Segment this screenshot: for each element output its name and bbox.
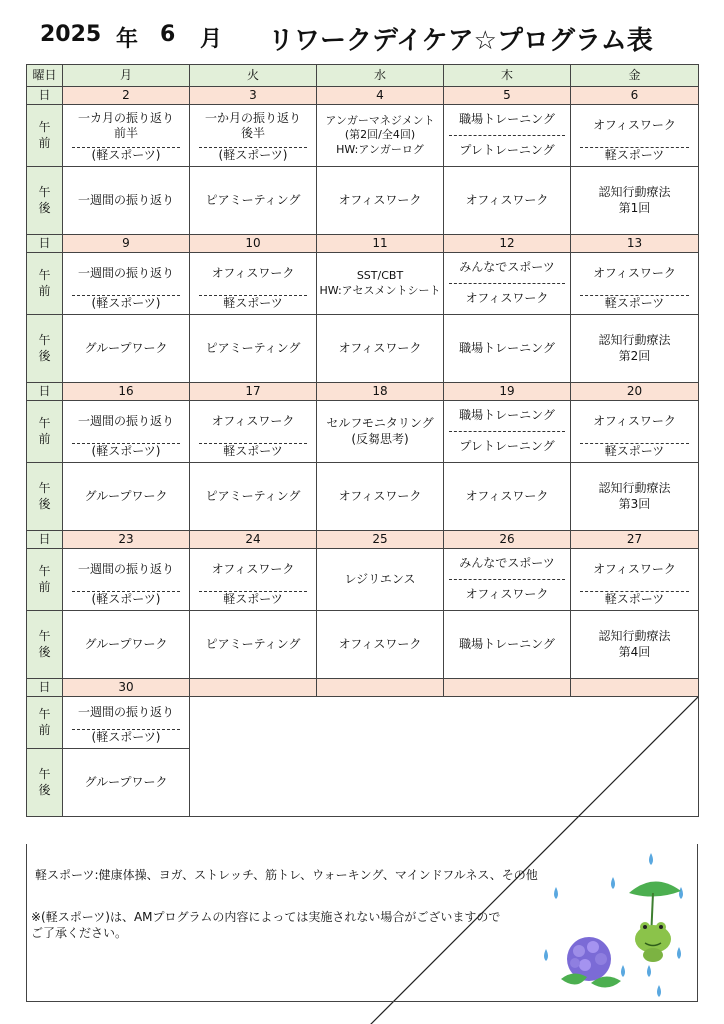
program-name: レジリエンス — [344, 571, 416, 586]
date-fri: 20 — [571, 383, 699, 401]
am-label-label: 午前 — [38, 415, 51, 446]
light-sports-label: 軽スポーツ — [604, 296, 665, 311]
am-cell-tue — [190, 549, 317, 611]
date-label-label: 日 — [38, 679, 51, 694]
am-cell-thu — [444, 253, 571, 315]
pm-cell-wed — [317, 315, 444, 383]
schedule-table — [26, 64, 699, 817]
pm-cell-tue — [190, 611, 317, 679]
am-row — [27, 401, 699, 463]
program-name: ピアミーティング — [205, 192, 301, 207]
program-name: プレトレーニング — [459, 143, 555, 158]
date-empty — [317, 679, 444, 697]
am-row — [27, 105, 699, 167]
light-sports-label: (軽スポーツ) — [91, 592, 161, 607]
date-fri: 13 — [571, 235, 699, 253]
pm-label-label: 午後 — [38, 332, 51, 363]
program-name: グループワーク — [84, 636, 168, 651]
date-mon: 2 — [63, 87, 190, 105]
program-name: 一週間の振り返り — [77, 562, 174, 577]
date-label — [27, 87, 63, 105]
program-name: 一か月の振り返り 後半 — [204, 110, 301, 141]
am-row — [27, 697, 699, 749]
program-name: オフィスワーク — [465, 488, 549, 503]
date-row — [27, 235, 699, 253]
pm-label — [27, 611, 63, 679]
program-name: 職場トレーニング — [459, 408, 555, 423]
pm-cell-fri — [571, 463, 699, 531]
am-cell-tue — [190, 105, 317, 167]
pm-cell-mon — [63, 749, 190, 817]
light-sports-label: 軽スポーツ — [223, 592, 283, 607]
pm-cell-wed — [317, 463, 444, 531]
pm-label-label: 午後 — [38, 628, 51, 659]
program-name: オフィスワーク — [593, 266, 676, 281]
light-sports-label: 軽スポーツ — [604, 148, 665, 163]
date-thu: 26 — [444, 531, 571, 549]
pm-cell-mon — [63, 167, 190, 235]
notes-area — [26, 844, 698, 1002]
date-tue: 24 — [190, 531, 317, 549]
program-name: オフィスワーク — [211, 562, 295, 577]
am-cell-wed — [317, 549, 444, 611]
date-empty — [444, 679, 571, 697]
program-name: 一カ月の振り返り 前半 — [77, 110, 174, 141]
program-name: 職場トレーニング — [459, 636, 555, 651]
program-name: グループワーク — [84, 488, 168, 503]
am-cell-tue — [190, 401, 317, 463]
am-cell-wed — [317, 401, 444, 463]
pm-cell-tue — [190, 315, 317, 383]
date-thu: 5 — [444, 87, 571, 105]
program-name: オフィスワーク — [465, 587, 549, 602]
pm-cell-fri — [571, 167, 699, 235]
date-tue: 10 — [190, 235, 317, 253]
light-sports-label: (軽スポーツ) — [91, 444, 161, 459]
pm-cell-fri — [571, 611, 699, 679]
date-label — [27, 383, 63, 401]
pm-row — [27, 463, 699, 531]
am-label — [27, 401, 63, 463]
disclaimer-note: ※(軽スポーツ)は、AMプログラムの内容によっては実施されない場合がございますので ご了承ください。 — [31, 910, 501, 940]
pm-cell-mon — [63, 611, 190, 679]
date-thu: 19 — [444, 383, 571, 401]
am-label-label: 午前 — [38, 706, 51, 737]
pm-cell-thu — [444, 315, 571, 383]
date-tue: 17 — [190, 383, 317, 401]
program-name: グループワーク — [84, 340, 168, 355]
weekday-mon: 月 — [63, 65, 190, 87]
date-mon: 16 — [63, 383, 190, 401]
title-program-name: リワークデイケア☆プログラム表 — [268, 26, 653, 56]
program-name: 一週間の振り返り — [77, 266, 174, 281]
am-label — [27, 253, 63, 315]
date-row — [27, 383, 699, 401]
program-name: 職場トレーニング — [459, 112, 555, 127]
program-name: オフィスワーク — [211, 414, 295, 429]
program-name: 認知行動療法 第3回 — [598, 480, 671, 511]
pm-label — [27, 167, 63, 235]
pm-row — [27, 315, 699, 383]
pm-cell-wed — [317, 611, 444, 679]
am-cell-mon — [63, 697, 190, 749]
light-sports-note: 軽スポーツ:健康体操、ヨガ、ストレッチ、筋トレ、ウォーキング、マインドフルネス、その他 — [35, 868, 538, 882]
pm-cell-thu — [444, 167, 571, 235]
date-mon: 9 — [63, 235, 190, 253]
pm-label — [27, 749, 63, 817]
date-wed: 11 — [317, 235, 444, 253]
date-mon: 23 — [63, 531, 190, 549]
date-fri: 6 — [571, 87, 699, 105]
program-name: アンガーマネジメント (第2回/全4回) HW:アンガーログ — [325, 114, 435, 156]
am-cell-mon — [63, 549, 190, 611]
date-row — [27, 531, 699, 549]
program-name: みんなでスポーツ — [459, 556, 555, 571]
program-name: 認知行動療法 第1回 — [598, 184, 671, 215]
pm-row — [27, 167, 699, 235]
weekday-corner: 曜日 — [27, 65, 63, 87]
program-name: オフィスワーク — [593, 562, 676, 577]
program-name: プレトレーニング — [459, 439, 555, 454]
date-empty — [571, 679, 699, 697]
program-name: ピアミーティング — [205, 488, 301, 503]
program-name: ピアミーティング — [205, 636, 301, 651]
light-sports-label: (軽スポーツ) — [91, 730, 161, 745]
date-label-label: 日 — [38, 531, 51, 546]
program-name: グループワーク — [84, 774, 168, 789]
program-name: みんなでスポーツ — [459, 260, 555, 275]
pm-cell-mon — [63, 463, 190, 531]
unused-days-area — [190, 697, 699, 817]
pm-row — [27, 611, 699, 679]
am-row — [27, 549, 699, 611]
date-mon: 30 — [63, 679, 190, 697]
am-cell-fri — [571, 253, 699, 315]
program-name: オフィスワーク — [211, 266, 295, 281]
frog-hydrangea-rain-icon — [541, 847, 691, 997]
pm-cell-fri — [571, 315, 699, 383]
date-label — [27, 531, 63, 549]
am-cell-mon — [63, 253, 190, 315]
program-name: オフィスワーク — [338, 192, 422, 207]
date-empty — [190, 679, 317, 697]
am-cell-fri — [571, 401, 699, 463]
pm-label — [27, 315, 63, 383]
date-wed: 25 — [317, 531, 444, 549]
title-month-unit: 月 — [200, 27, 223, 52]
date-wed: 18 — [317, 383, 444, 401]
program-name: 一週間の振り返り — [77, 192, 174, 207]
weekday-fri: 金 — [571, 65, 699, 87]
am-row — [27, 253, 699, 315]
program-name: オフィスワーク — [338, 636, 422, 651]
pm-cell-thu — [444, 611, 571, 679]
am-cell-mon — [63, 105, 190, 167]
pm-cell-tue — [190, 463, 317, 531]
am-cell-fri — [571, 549, 699, 611]
program-name: オフィスワーク — [465, 291, 549, 306]
program-name: 一週間の振り返り — [77, 705, 174, 720]
program-name: ピアミーティング — [205, 340, 301, 355]
pm-cell-mon — [63, 315, 190, 383]
am-label — [27, 105, 63, 167]
date-thu: 12 — [444, 235, 571, 253]
pm-cell-thu — [444, 463, 571, 531]
date-wed: 4 — [317, 87, 444, 105]
date-label-label: 日 — [38, 383, 51, 398]
am-cell-tue — [190, 253, 317, 315]
date-label-label: 日 — [38, 87, 51, 102]
title-year: 2025 — [40, 22, 102, 47]
date-label — [27, 679, 63, 697]
am-label-label: 午前 — [38, 267, 51, 298]
am-label — [27, 697, 63, 749]
am-cell-thu — [444, 549, 571, 611]
am-cell-wed — [317, 253, 444, 315]
pm-label-label: 午後 — [38, 766, 51, 797]
program-name: SST/CBT HW:アセスメントシート — [319, 269, 441, 297]
light-sports-label: 軽スポーツ — [223, 444, 283, 459]
program-name: オフィスワーク — [593, 118, 676, 133]
am-label-label: 午前 — [38, 563, 51, 594]
program-name: オフィスワーク — [593, 414, 676, 429]
am-label-label: 午前 — [38, 119, 51, 150]
title-month: 6 — [160, 22, 176, 47]
pm-label-label: 午後 — [38, 480, 51, 511]
weekday-tue: 火 — [190, 65, 317, 87]
light-sports-label: 軽スポーツ — [604, 592, 665, 607]
title-year-unit: 年 — [116, 27, 139, 52]
pm-cell-tue — [190, 167, 317, 235]
program-name: 認知行動療法 第2回 — [598, 332, 671, 363]
program-name: 職場トレーニング — [459, 340, 555, 355]
date-tue: 3 — [190, 87, 317, 105]
date-fri: 27 — [571, 531, 699, 549]
date-row — [27, 679, 699, 697]
am-cell-fri — [571, 105, 699, 167]
date-row — [27, 87, 699, 105]
light-sports-label: (軽スポーツ) — [91, 296, 161, 311]
program-name: 一週間の振り返り — [77, 414, 174, 429]
am-cell-thu — [444, 401, 571, 463]
pm-label-label: 午後 — [38, 184, 51, 215]
am-cell-mon — [63, 401, 190, 463]
weekday-thu: 木 — [444, 65, 571, 87]
light-sports-label: 軽スポーツ — [223, 296, 283, 311]
light-sports-label: (軽スポーツ) — [91, 148, 161, 163]
program-name: 認知行動療法 第4回 — [598, 628, 671, 659]
weekday-wed: 水 — [317, 65, 444, 87]
pm-cell-wed — [317, 167, 444, 235]
am-label — [27, 549, 63, 611]
program-name: オフィスワーク — [338, 488, 422, 503]
light-sports-label: (軽スポーツ) — [218, 148, 288, 163]
am-cell-thu — [444, 105, 571, 167]
am-cell-wed — [317, 105, 444, 167]
date-label-label: 日 — [38, 235, 51, 250]
date-label — [27, 235, 63, 253]
program-name: オフィスワーク — [465, 192, 549, 207]
pm-label — [27, 463, 63, 531]
frog-icon — [635, 922, 671, 962]
program-name: オフィスワーク — [338, 340, 422, 355]
hydrangea-icon — [561, 937, 621, 988]
header-row — [27, 65, 699, 87]
program-name: セルフモニタリング (反芻思考) — [326, 415, 434, 446]
light-sports-label: 軽スポーツ — [604, 444, 665, 459]
